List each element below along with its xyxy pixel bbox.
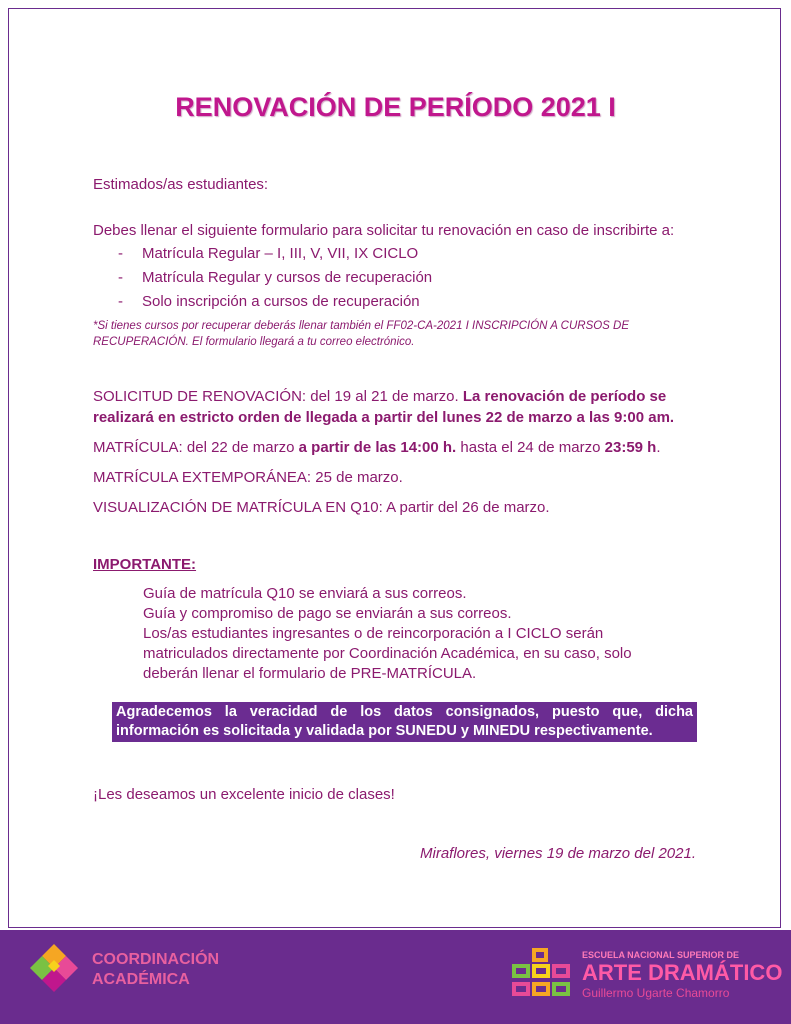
list-item-label: Matrícula Regular – I, III, V, VII, IX CICLO [142,245,419,262]
coordinacion-label [92,950,219,990]
callout-line: información es solicitada y validada por SUNEDU y MINEDU respectivamente. [116,723,653,739]
school-logo [510,946,783,1011]
matricula-bold: 23:59 h [604,439,657,456]
list-item-label: Solo inscripción a cursos de recuperación [142,293,420,310]
closing-text: ¡Les deseamos un excelente inicio de clases! [93,786,395,803]
matricula-text: hasta el 24 de marzo [456,439,605,456]
solicitud-bold-line: realizará en estricto orden de llegada a partir del lunes 22 de marzo a las 9:00 am. [93,409,675,426]
signature-date: Miraflores, viernes 19 de marzo del 2021. [420,845,696,862]
footer-bar [0,930,791,1024]
important-line: Los/as estudiantes ingresantes o de reincorporación a I CICLO serán [143,625,604,642]
matricula-bold: a partir de las 14:00 h. [298,439,457,456]
matricula-line [93,437,661,458]
coordinacion-line: COORDINACIÓN [92,951,220,968]
page-title: RENOVACIÓN DE PERÍODO 2021 I [175,92,616,122]
extemporanea-line: MATRÍCULA EXTEMPORÁNEA: 25 de marzo. [93,469,403,486]
notice-callout [112,702,697,742]
list-item-label: Matrícula Regular y cursos de recuperación [142,269,433,286]
solicitud-text: SOLICITUD DE RENOVACIÓN: del 19 al 21 de marzo. [93,388,463,405]
visualizacion-line: VISUALIZACIÓN DE MATRÍCULA EN Q10: A partir del 26 de marzo. [93,499,550,516]
solicitud-line [93,386,666,407]
matricula-text: . [656,439,661,456]
academica-line: ACADÉMICA [92,971,190,988]
important-heading: IMPORTANTE: [93,556,197,573]
important-line: Guía de matrícula Q10 se enviará a sus correos. [143,585,467,602]
school-name: ARTE DRAMÁTICO [582,960,783,985]
important-line: deberán llenar el formulario de PRE-MATRÍCULA. [143,665,477,682]
list-marker: - [118,293,123,310]
callout-line: Agradecemos la veracidad de los datos consignados, puesto que, dicha [116,704,693,720]
greeting: Estimados/as estudiantes: [93,176,269,193]
school-small-label: ESCUELA NACIONAL SUPERIOR DE [582,950,740,960]
list-marker: - [118,269,123,286]
solicitud-bold: La renovación de período se [462,388,667,405]
school-subtitle: Guillermo Ugarte Chamorro [582,986,730,1000]
important-line: matriculados directamente por Coordinación Académica, en su caso, solo [143,645,632,662]
list-marker: - [118,245,123,262]
intro-text: Debes llenar el siguiente formulario para solicitar tu renovación en caso de inscribirte a: [93,222,675,239]
school-emblem-icon [510,946,574,1006]
matricula-text: MATRÍCULA: del 22 de marzo [93,439,299,456]
coordinacion-logo-icon [28,942,80,1002]
note-line: *Si tienes cursos por recuperar deberás llenar también el FF02-CA-2021 I INSCRIPCIÓN A CURSOS DE [93,320,630,332]
list-item [118,293,420,310]
list-item [118,245,418,262]
note-line: RECUPERACIÓN. El formulario llegará a tu correo electrónico. [93,336,415,348]
list-item [118,269,432,286]
important-line: Guía y compromiso de pago se enviarán a sus correos. [143,605,512,622]
